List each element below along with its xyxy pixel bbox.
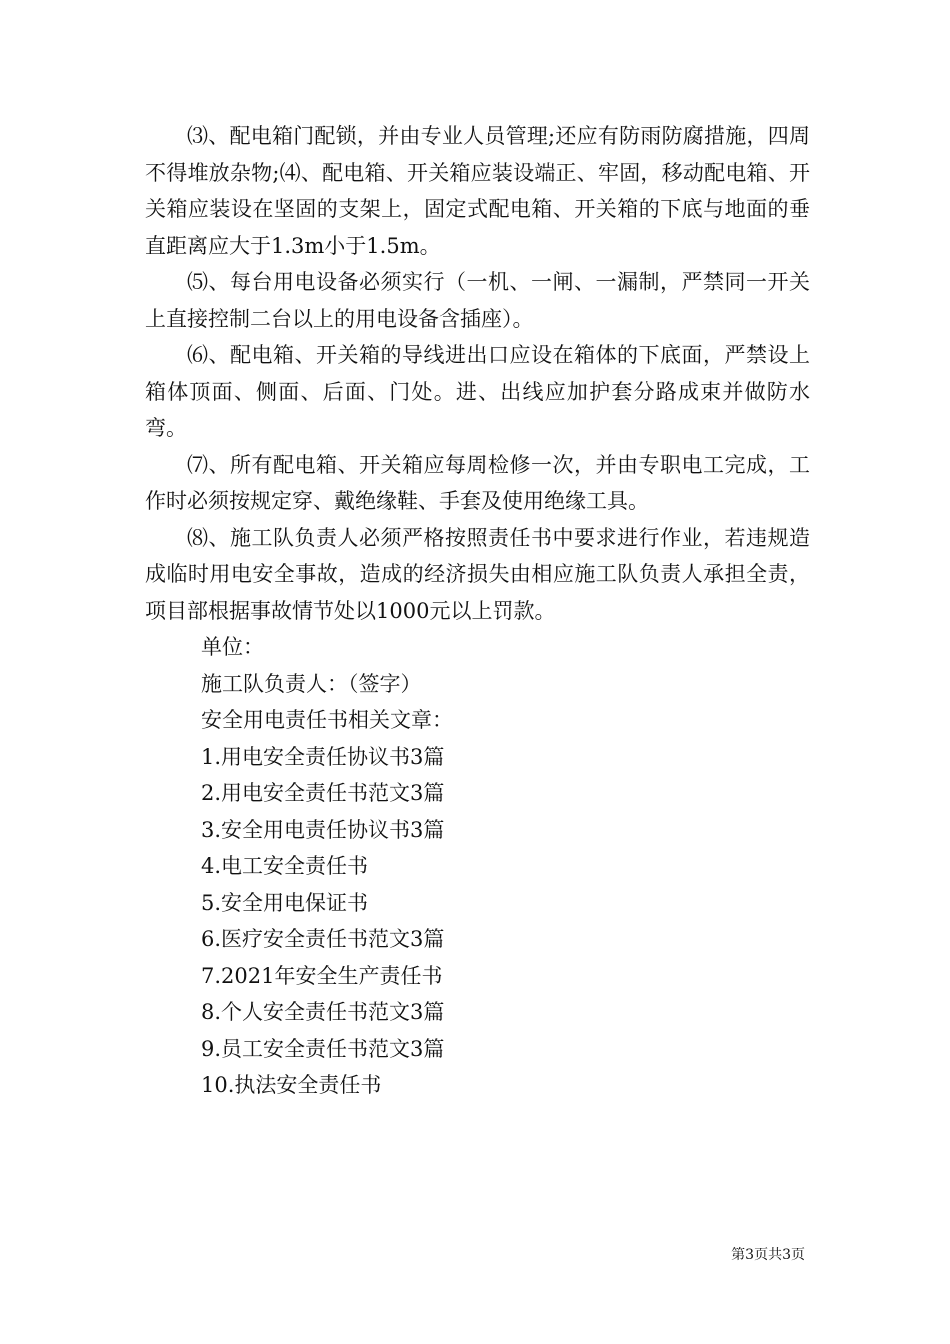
clause-3-4: ⑶、配电箱门配锁，并由专业人员管理;还应有防雨防腐措施，四周不得堆放杂物;⑷、配电箱、开关箱应装设端正、牢固，移动配电箱、开关箱应装设在坚固的支架上，固定式配电箱、开关箱的下底与地面的垂直距离应大于1.3m小于1.5m。	[145, 124, 810, 258]
related-article-link[interactable]: 6.医疗安全责任书范文3篇	[201, 927, 445, 951]
related-article-link[interactable]: 5.安全用电保证书	[201, 890, 369, 915]
clause-6: ⑹、配电箱、开关箱的导线进出口应设在箱体的下底面，严禁设上箱体顶面、侧面、后面、门处。进、出线应加护套分路成束并做防水弯。	[145, 343, 810, 440]
related-article-link[interactable]: 2.用电安全责任书范文3篇	[201, 781, 445, 805]
related-article-link[interactable]: 10.执法安全责任书	[201, 1073, 382, 1097]
document-body	[145, 118, 810, 1104]
page-number: 第3页共3页	[731, 1247, 805, 1263]
related-article-link[interactable]: 7.2021年安全生产责任书	[201, 963, 443, 988]
clause-8: ⑻、施工队负责人必须严格按照责任书中要求进行作业，若违规造成临时用电安全事故，造成的经济损失由相应施工队负责人承担全责，项目部根据事故情节处以1000元以上罚款。	[145, 525, 810, 623]
related-article-link[interactable]: 1.用电安全责任协议书3篇	[201, 744, 445, 769]
clause-7: ⑺、所有配电箱、开关箱应每周检修一次，并由专职电工完成，工作时必须按规定穿、戴绝缘鞋、手套及使用绝缘工具。	[145, 452, 810, 513]
related-article-link[interactable]: 3.安全用电责任协议书3篇	[201, 817, 445, 842]
related-article-link[interactable]: 8.个人安全责任书范文3篇	[201, 1000, 445, 1024]
related-articles-heading: 安全用电责任书相关文章：	[201, 708, 453, 732]
unit-label: 单位：	[201, 635, 264, 659]
clause-5: ⑸、每台用电设备必须实行（一机、一闸、一漏制，严禁同一开关上直接控制二台以上的用电设备含插座）。	[145, 270, 810, 331]
related-article-link[interactable]: 9.员工安全责任书范文3篇	[201, 1036, 445, 1061]
related-article-link[interactable]: 4.电工安全责任书	[201, 854, 369, 878]
leader-signature-label: 施工队负责人：（签字）	[201, 671, 422, 696]
